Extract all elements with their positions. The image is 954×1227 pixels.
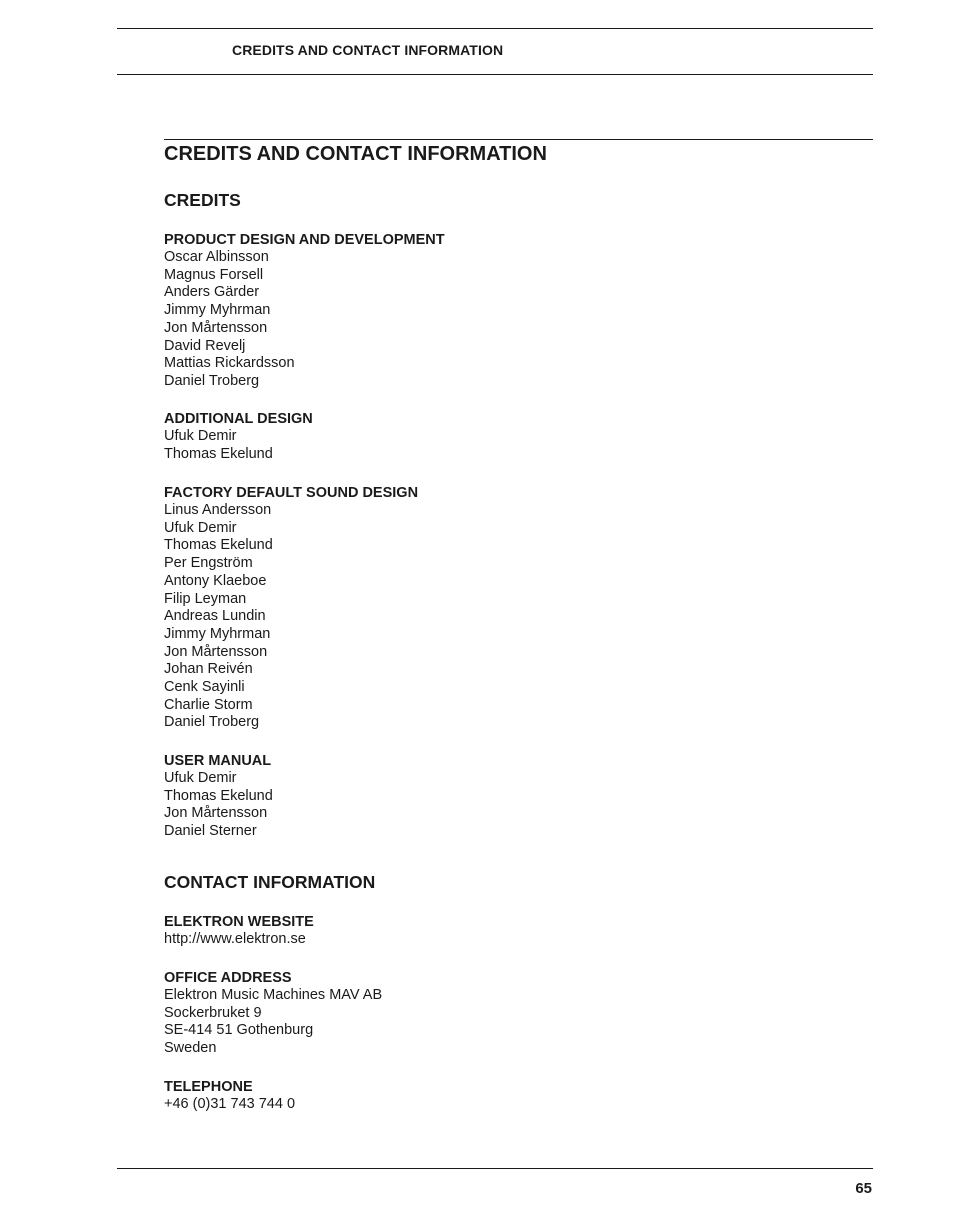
website-title: ELEKTRON WEBSITE bbox=[164, 914, 314, 930]
contact-heading: CONTACT INFORMATION bbox=[164, 872, 376, 892]
credit-names-list bbox=[164, 428, 313, 463]
office-address-line: SE-414 51 Gothenburg bbox=[164, 1022, 314, 1039]
credit-name: Daniel Sterner bbox=[164, 823, 257, 840]
credit-group-product-design bbox=[164, 231, 445, 391]
header-top-rule bbox=[117, 28, 873, 29]
credit-name: Thomas Ekelund bbox=[164, 787, 273, 804]
credit-name: Daniel Troberg bbox=[164, 372, 260, 389]
credit-names-list bbox=[164, 770, 273, 841]
header-bottom-rule bbox=[117, 74, 873, 75]
credit-name: Mattias Rickardsson bbox=[164, 355, 295, 372]
credits-heading: CREDITS bbox=[164, 190, 241, 210]
credit-name: Magnus Forsell bbox=[164, 266, 264, 283]
credits-section bbox=[164, 190, 241, 210]
credit-group-additional-design bbox=[164, 410, 313, 463]
credit-names-list bbox=[164, 249, 445, 391]
credit-name: Ufuk Demir bbox=[164, 519, 237, 536]
telephone-number: +46 (0)31 743 744 0 bbox=[164, 1096, 296, 1112]
credit-group-title: FACTORY DEFAULT SOUND DESIGN bbox=[164, 485, 419, 501]
credit-name: Thomas Ekelund bbox=[164, 537, 273, 554]
contact-office bbox=[164, 969, 382, 1058]
credit-name: Filip Leyman bbox=[164, 590, 247, 607]
contact-website bbox=[164, 913, 314, 949]
credit-names-list bbox=[164, 502, 418, 732]
credit-name: Per Engström bbox=[164, 555, 253, 572]
credit-name: Andreas Lundin bbox=[164, 608, 266, 625]
chapter-title-rule bbox=[164, 139, 873, 140]
credit-name: Jimmy Myhrman bbox=[164, 302, 271, 319]
credit-name: Linus Andersson bbox=[164, 502, 272, 518]
contact-telephone bbox=[164, 1078, 295, 1114]
credit-name: Johan Reivén bbox=[164, 661, 253, 678]
credit-group-title: PRODUCT DESIGN AND DEVELOPMENT bbox=[164, 232, 445, 248]
footer-rule bbox=[117, 1168, 873, 1169]
credit-name: Oscar Albinsson bbox=[164, 249, 269, 265]
credit-group-user-manual bbox=[164, 752, 273, 841]
credit-name: Jon Mårtensson bbox=[164, 319, 268, 336]
page-number: 65 bbox=[855, 1180, 872, 1197]
office-address-line: Sweden bbox=[164, 1040, 217, 1057]
credit-name: Ufuk Demir bbox=[164, 428, 237, 444]
telephone-title: TELEPHONE bbox=[164, 1079, 253, 1095]
contact-section bbox=[164, 872, 375, 892]
credit-name: Anders Gärder bbox=[164, 284, 260, 301]
running-header-title: CREDITS AND CONTACT INFORMATION bbox=[232, 42, 504, 58]
credit-name: Thomas Ekelund bbox=[164, 445, 273, 462]
credit-name: David Revelj bbox=[164, 337, 246, 354]
credit-name: Daniel Troberg bbox=[164, 714, 260, 731]
website-link[interactable]: http://www.elektron.se bbox=[164, 931, 306, 947]
chapter-title: CREDITS AND CONTACT INFORMATION bbox=[164, 143, 547, 165]
credit-name: Cenk Sayinli bbox=[164, 679, 245, 696]
credit-group-title: USER MANUAL bbox=[164, 753, 272, 769]
credit-group-title: ADDITIONAL DESIGN bbox=[164, 411, 313, 427]
credit-name: Jimmy Myhrman bbox=[164, 625, 271, 642]
credit-group-sound-design bbox=[164, 484, 418, 732]
office-address-line: Sockerbruket 9 bbox=[164, 1004, 262, 1021]
credit-name: Ufuk Demir bbox=[164, 770, 237, 786]
office-address-line: Elektron Music Machines MAV AB bbox=[164, 987, 383, 1003]
credit-name: Charlie Storm bbox=[164, 696, 253, 713]
credit-name: Jon Mårtensson bbox=[164, 805, 268, 822]
credit-name: Antony Klaeboe bbox=[164, 572, 267, 589]
credit-name: Jon Mårtensson bbox=[164, 643, 268, 660]
office-address-title: OFFICE ADDRESS bbox=[164, 970, 292, 986]
